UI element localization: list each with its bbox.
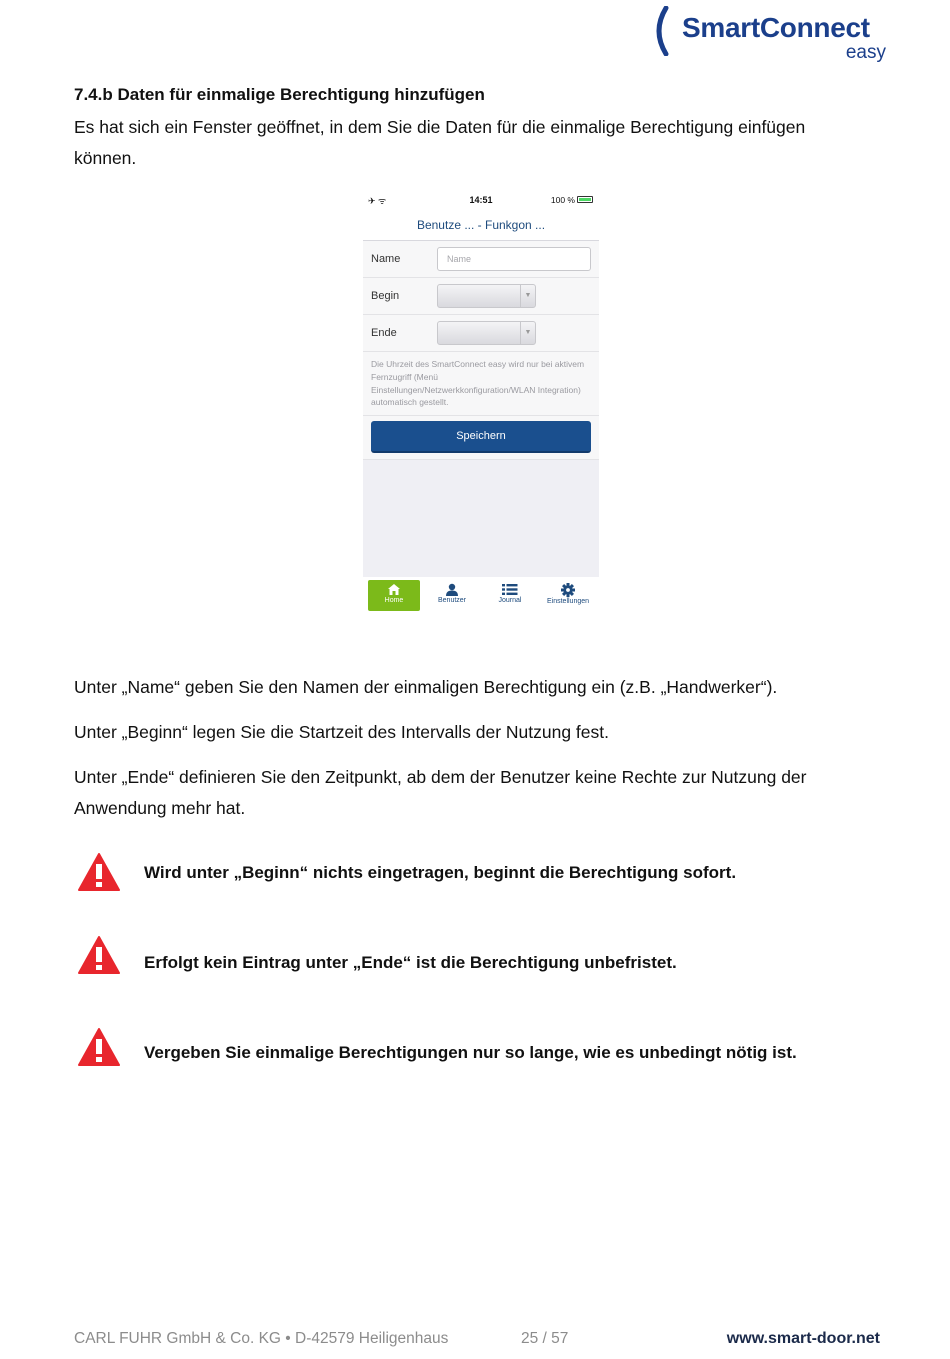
list-icon [502, 583, 518, 596]
chevron-down-icon: ▼ [520, 285, 535, 307]
end-select[interactable] [437, 321, 536, 345]
tab-settings-label: Einstellungen [546, 598, 590, 605]
warning-icon [78, 1027, 120, 1067]
status-bar [363, 188, 599, 210]
gear-icon [561, 583, 575, 597]
paragraph-end-line-2: Anwendung mehr hat. [74, 798, 246, 818]
tab-users[interactable] [426, 580, 478, 611]
warning-text-end: Erfolgt kein Eintrag unter „Ende“ ist die Berechtigung unbefristet. [144, 953, 677, 972]
intro-line-1: Es hat sich ein Fenster geöffnet, in dem Sie die Daten für die einmalige Berechtigung einfügen [74, 117, 806, 137]
warning-icon [78, 852, 120, 892]
status-time: 14:51 [469, 195, 493, 205]
paragraph-name: Unter „Name“ geben Sie den Namen der einmaligen Berechtigung ein (z.B. „Handwerker“). [74, 677, 778, 697]
logo-bracket-icon [650, 6, 670, 56]
paragraph-begin: Unter „Beginn“ legen Sie die Startzeit des Intervalls der Nutzung fest. [74, 722, 609, 742]
begin-label: Begin [371, 290, 400, 302]
name-input[interactable]: Name [437, 247, 591, 271]
end-label: Ende [371, 327, 397, 339]
save-row [363, 416, 599, 460]
begin-row [363, 278, 599, 315]
tab-home[interactable] [368, 580, 420, 611]
logo-brand-text: SmartConnect [682, 12, 870, 43]
tab-home-label: Home [384, 597, 404, 604]
footer-company: CARL FUHR GmbH & Co. KG • D-42579 Heiligenhaus [74, 1330, 449, 1347]
intro-line-2: können. [74, 148, 137, 168]
warning-text-duration: Vergeben Sie einmalige Berechtigungen nur so lange, wie es unbedingt nötig ist. [144, 1043, 797, 1062]
end-row [363, 315, 599, 352]
nav-title: Benutze ... - Funkgon ... [363, 210, 599, 241]
tab-bar [363, 577, 599, 614]
footer-url[interactable]: www.smart-door.net [726, 1330, 880, 1347]
name-row [363, 241, 599, 278]
warning-text-begin: Wird unter „Beginn“ nichts eingetragen, beginnt die Berechtigung sofort. [144, 863, 737, 882]
chevron-down-icon: ▼ [520, 322, 535, 344]
section-heading: 7.4.b Daten für einmalige Berechtigung hinzufügen [74, 85, 485, 104]
home-icon [387, 583, 401, 596]
tab-users-label: Benutzer [437, 597, 467, 604]
save-button[interactable]: Speichern [371, 421, 591, 453]
warning-icon [78, 935, 120, 975]
tab-journal[interactable] [484, 580, 536, 611]
brand-logo [650, 6, 890, 62]
battery-text: 100 % [550, 195, 575, 205]
user-icon [445, 583, 459, 596]
tab-settings[interactable] [542, 580, 594, 611]
begin-select[interactable] [437, 284, 536, 308]
logo-sub-text: easy [845, 42, 886, 63]
time-note: Die Uhrzeit des SmartConnect easy wird nur bei aktivem Fernzugriff (Menü Einstellungen/Netzwerkkonfiguration/WLAN Integration) automatisch gestellt. [363, 352, 599, 416]
battery-icon [577, 196, 593, 203]
tab-journal-label: Journal [498, 597, 522, 604]
paragraph-end-line-1: Unter „Ende“ definieren Sie den Zeitpunkt, ab dem der Benutzer keine Rechte zur Nutzung der [74, 767, 807, 787]
permission-form [363, 241, 599, 460]
footer-page-number: 25 / 57 [521, 1330, 569, 1347]
name-label: Name [371, 253, 401, 265]
app-screenshot [363, 188, 599, 614]
airplane-wifi-icon: ✈ ᯤ [368, 196, 387, 206]
